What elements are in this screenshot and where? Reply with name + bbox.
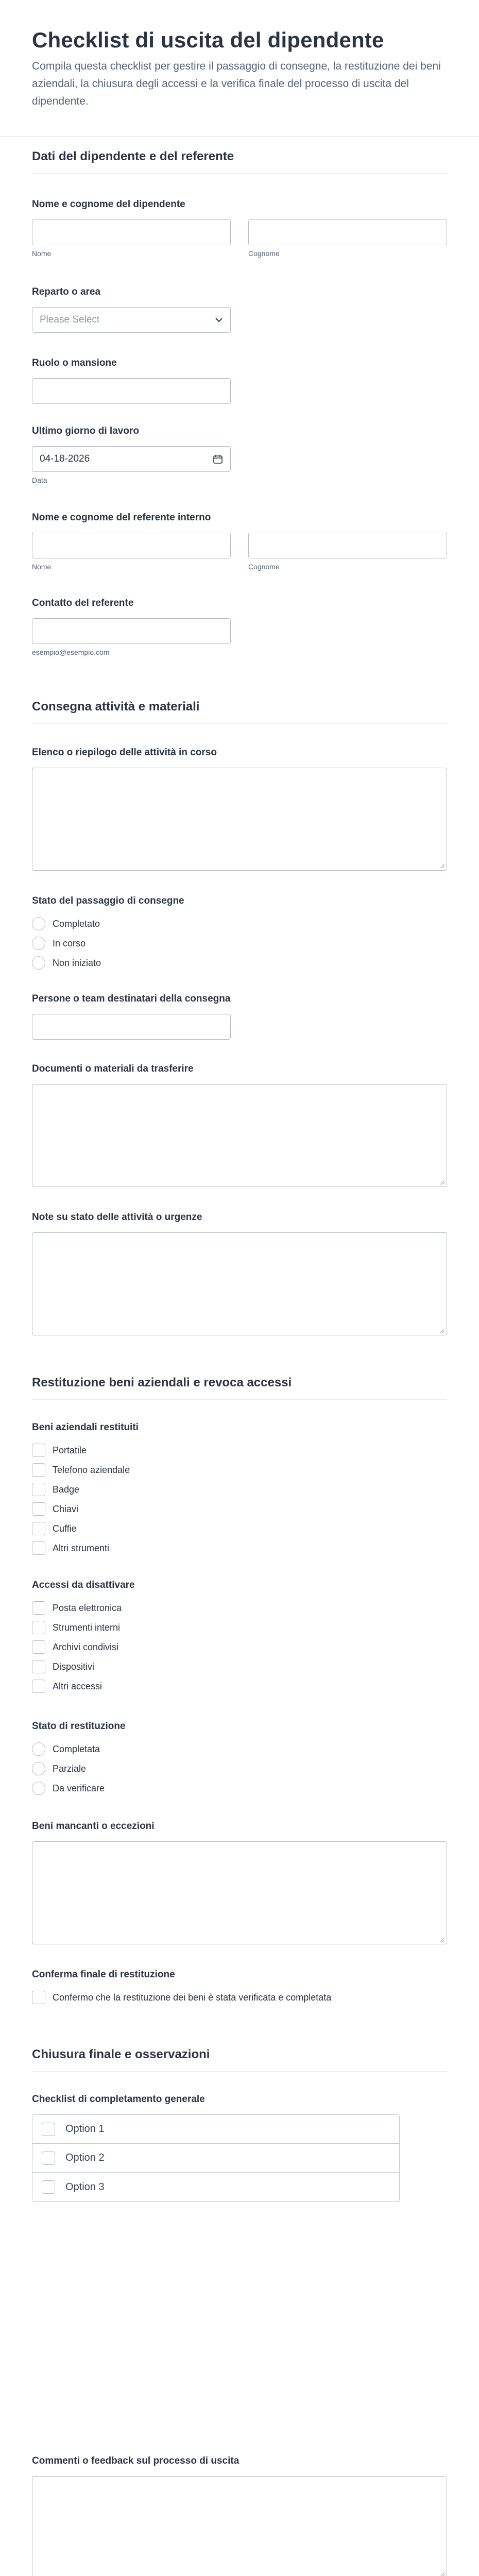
department-label: Reparto o area — [32, 286, 101, 297]
role-label: Ruolo o mansione — [32, 358, 117, 368]
option-label: Completata — [53, 1743, 100, 1754]
asset-option-phone[interactable] — [32, 1460, 139, 1480]
employee-first-name-input[interactable] — [32, 219, 231, 245]
checkbox[interactable] — [32, 1621, 45, 1634]
checkbox[interactable] — [42, 2151, 55, 2165]
checkbox[interactable] — [32, 1502, 45, 1516]
missing-group — [32, 1821, 447, 1944]
option-label: Option 2 — [65, 2152, 105, 2163]
option-label: Dispositivi — [53, 1661, 95, 1672]
option-label: Parziale — [53, 1763, 87, 1774]
checkbox[interactable] — [32, 1463, 45, 1477]
department-select[interactable] — [32, 307, 231, 333]
checkbox[interactable] — [42, 2180, 55, 2194]
return-status-group — [32, 1721, 126, 1798]
radio-button[interactable] — [32, 1782, 45, 1795]
option-label: Confermo che la restituzione dei beni è stata verificata e completata — [53, 1992, 332, 2003]
return-option-complete[interactable] — [32, 1739, 126, 1759]
checkbox[interactable] — [32, 1680, 45, 1693]
feedback-group — [32, 2455, 447, 2576]
section-handover — [32, 700, 447, 724]
resize-grip-icon[interactable] — [440, 2572, 445, 2576]
checklist-option-1[interactable] — [32, 2115, 399, 2144]
asset-option-laptop[interactable] — [32, 1440, 139, 1460]
handover-option-completed[interactable] — [32, 914, 184, 934]
access-label: Accessi da disattivare — [32, 1580, 135, 1590]
form-title: Checklist di uscita del dipendente — [32, 28, 384, 52]
handover-status-label: Stato del passaggio di consegne — [32, 895, 184, 906]
recipients-input[interactable] — [32, 1014, 231, 1040]
date-sublabel: Data — [32, 476, 47, 484]
asset-option-other[interactable] — [32, 1538, 139, 1558]
resize-grip-icon[interactable] — [440, 863, 445, 869]
notes-textarea[interactable] — [32, 1232, 447, 1335]
radio-button[interactable] — [32, 917, 45, 930]
employee-last-name-input[interactable] — [248, 219, 447, 245]
option-label: Altri strumenti — [53, 1543, 110, 1553]
confirm-return-group — [32, 1969, 331, 2007]
last-day-group — [32, 426, 231, 484]
activities-group — [32, 747, 447, 871]
handover-option-in-progress[interactable] — [32, 934, 184, 953]
activities-label: Elenco o riepilogo delle attività in corso — [32, 747, 217, 758]
section-closure — [32, 2047, 447, 2072]
option-label: Posta elettronica — [53, 1602, 122, 1613]
referent-contact-label: Contatto del referente — [32, 598, 134, 608]
documents-textarea[interactable] — [32, 1084, 447, 1187]
access-option-internal-tools[interactable] — [32, 1618, 135, 1637]
last-name-sublabel: Cognome — [248, 563, 280, 571]
first-name-sublabel: Nome — [32, 249, 52, 258]
referent-email-input[interactable] — [32, 618, 231, 644]
email-sublabel: esempio@esempio.com — [32, 648, 110, 656]
checkbox[interactable] — [32, 1444, 45, 1457]
option-label: Strumenti interni — [53, 1622, 121, 1633]
section-title: Restituzione beni aziendali e revoca accessi — [32, 1376, 447, 1400]
first-name-sublabel: Nome — [32, 563, 52, 571]
access-option-shared-archives[interactable] — [32, 1637, 135, 1657]
option-label: Badge — [53, 1484, 80, 1495]
last-day-value: 04-18-2026 — [40, 453, 90, 464]
activities-textarea[interactable] — [32, 768, 447, 871]
calendar-icon[interactable] — [213, 454, 223, 464]
employee-name-group — [32, 199, 447, 258]
return-status-label: Stato di restituzione — [32, 1721, 126, 1732]
assets-label: Beni aziendali restituiti — [32, 1422, 139, 1433]
completion-checklist-list — [32, 2114, 400, 2202]
radio-button[interactable] — [32, 1762, 45, 1775]
asset-option-badge[interactable] — [32, 1480, 139, 1499]
return-option-to-verify[interactable] — [32, 1778, 126, 1798]
section-title: Consegna attività e materiali — [32, 700, 447, 724]
handover-option-not-started[interactable] — [32, 953, 184, 973]
handover-status-group — [32, 895, 184, 973]
asset-option-headphones[interactable] — [32, 1519, 139, 1538]
resize-grip-icon[interactable] — [440, 1180, 445, 1185]
documents-group — [32, 1063, 447, 1187]
checklist-option-2[interactable] — [32, 2144, 399, 2173]
checkbox[interactable] — [42, 2123, 55, 2136]
feedback-label: Commenti o feedback sul processo di uscita — [32, 2455, 239, 2466]
option-label: Cuffie — [53, 1523, 77, 1534]
completion-checklist-label: Checklist di completamento generale — [32, 2094, 205, 2105]
access-option-other[interactable] — [32, 1676, 135, 1696]
option-label: Archivi condivisi — [53, 1641, 119, 1652]
radio-button[interactable] — [32, 937, 45, 950]
referent-last-name-input[interactable] — [248, 533, 447, 558]
resize-grip-icon[interactable] — [440, 1937, 445, 1942]
option-label: In corso — [53, 938, 86, 948]
access-option-devices[interactable] — [32, 1657, 135, 1676]
access-group — [32, 1580, 135, 1696]
section-assets-access — [32, 1376, 447, 1400]
assets-group — [32, 1422, 139, 1558]
access-option-email[interactable] — [32, 1598, 135, 1618]
checklist-option-3[interactable] — [32, 2173, 399, 2201]
option-label: Option 1 — [65, 2123, 105, 2134]
option-label: Altri accessi — [53, 1681, 102, 1691]
department-placeholder: Please Select — [40, 314, 100, 325]
referent-name-label: Nome e cognome del referente interno — [32, 512, 211, 523]
notes-group — [32, 1212, 447, 1335]
recipients-group — [32, 993, 231, 1040]
radio-button[interactable] — [32, 1742, 45, 1756]
feedback-textarea[interactable] — [32, 2476, 447, 2576]
option-label: Portatile — [53, 1445, 87, 1455]
section-title: Chiusura finale e osservazioni — [32, 2047, 447, 2072]
section-employee-data — [32, 149, 447, 174]
referent-name-group — [32, 512, 447, 571]
notes-label: Note su stato delle attività o urgenze — [32, 1212, 202, 1223]
option-label: Option 3 — [65, 2181, 105, 2193]
role-group — [32, 358, 231, 404]
employee-name-label: Nome e cognome del dipendente — [32, 199, 185, 210]
confirm-return-option[interactable] — [32, 1988, 331, 2007]
checkbox[interactable] — [32, 1541, 45, 1555]
option-label: Completato — [53, 918, 100, 929]
missing-textarea[interactable] — [32, 1841, 447, 1944]
chevron-down-icon — [215, 317, 223, 323]
return-option-partial[interactable] — [32, 1759, 126, 1778]
option-label: Telefono aziendale — [53, 1464, 130, 1475]
resize-grip-icon[interactable] — [440, 1328, 445, 1333]
radio-button[interactable] — [32, 956, 45, 970]
department-group — [32, 286, 231, 333]
checkbox[interactable] — [32, 1522, 45, 1535]
asset-option-keys[interactable] — [32, 1499, 139, 1519]
recipients-label: Persone o team destinatari della consegna — [32, 993, 231, 1004]
checkbox[interactable] — [32, 1660, 45, 1673]
last-name-sublabel: Cognome — [248, 249, 280, 258]
checkbox[interactable] — [32, 1483, 45, 1496]
confirm-return-label: Conferma finale di restituzione — [32, 1969, 175, 1980]
option-label: Non iniziato — [53, 957, 101, 968]
checkbox[interactable] — [32, 1991, 45, 2004]
form-header — [0, 0, 479, 137]
referent-contact-group — [32, 598, 231, 656]
completion-checklist-group — [32, 2094, 400, 2202]
last-day-date-input[interactable] — [32, 446, 231, 472]
checkbox[interactable] — [32, 1640, 45, 1654]
section-title: Dati del dipendente e del referente — [32, 149, 447, 174]
last-day-label: Ultimo giorno di lavoro — [32, 426, 139, 436]
form-description: Compila questa checklist per gestire il passaggio di consegne, la restituzione dei beni aziendali, la chiusura degli accessi e la verifica finale del processo di uscita del dipendente. — [32, 60, 441, 107]
checkbox[interactable] — [32, 1601, 45, 1615]
referent-first-name-input[interactable] — [32, 533, 231, 558]
option-label: Chiavi — [53, 1503, 79, 1514]
option-label: Da verificare — [53, 1783, 105, 1793]
missing-label: Beni mancanti o eccezioni — [32, 1821, 155, 1832]
role-input[interactable] — [32, 378, 231, 404]
documents-label: Documenti o materiali da trasferire — [32, 1063, 194, 1074]
